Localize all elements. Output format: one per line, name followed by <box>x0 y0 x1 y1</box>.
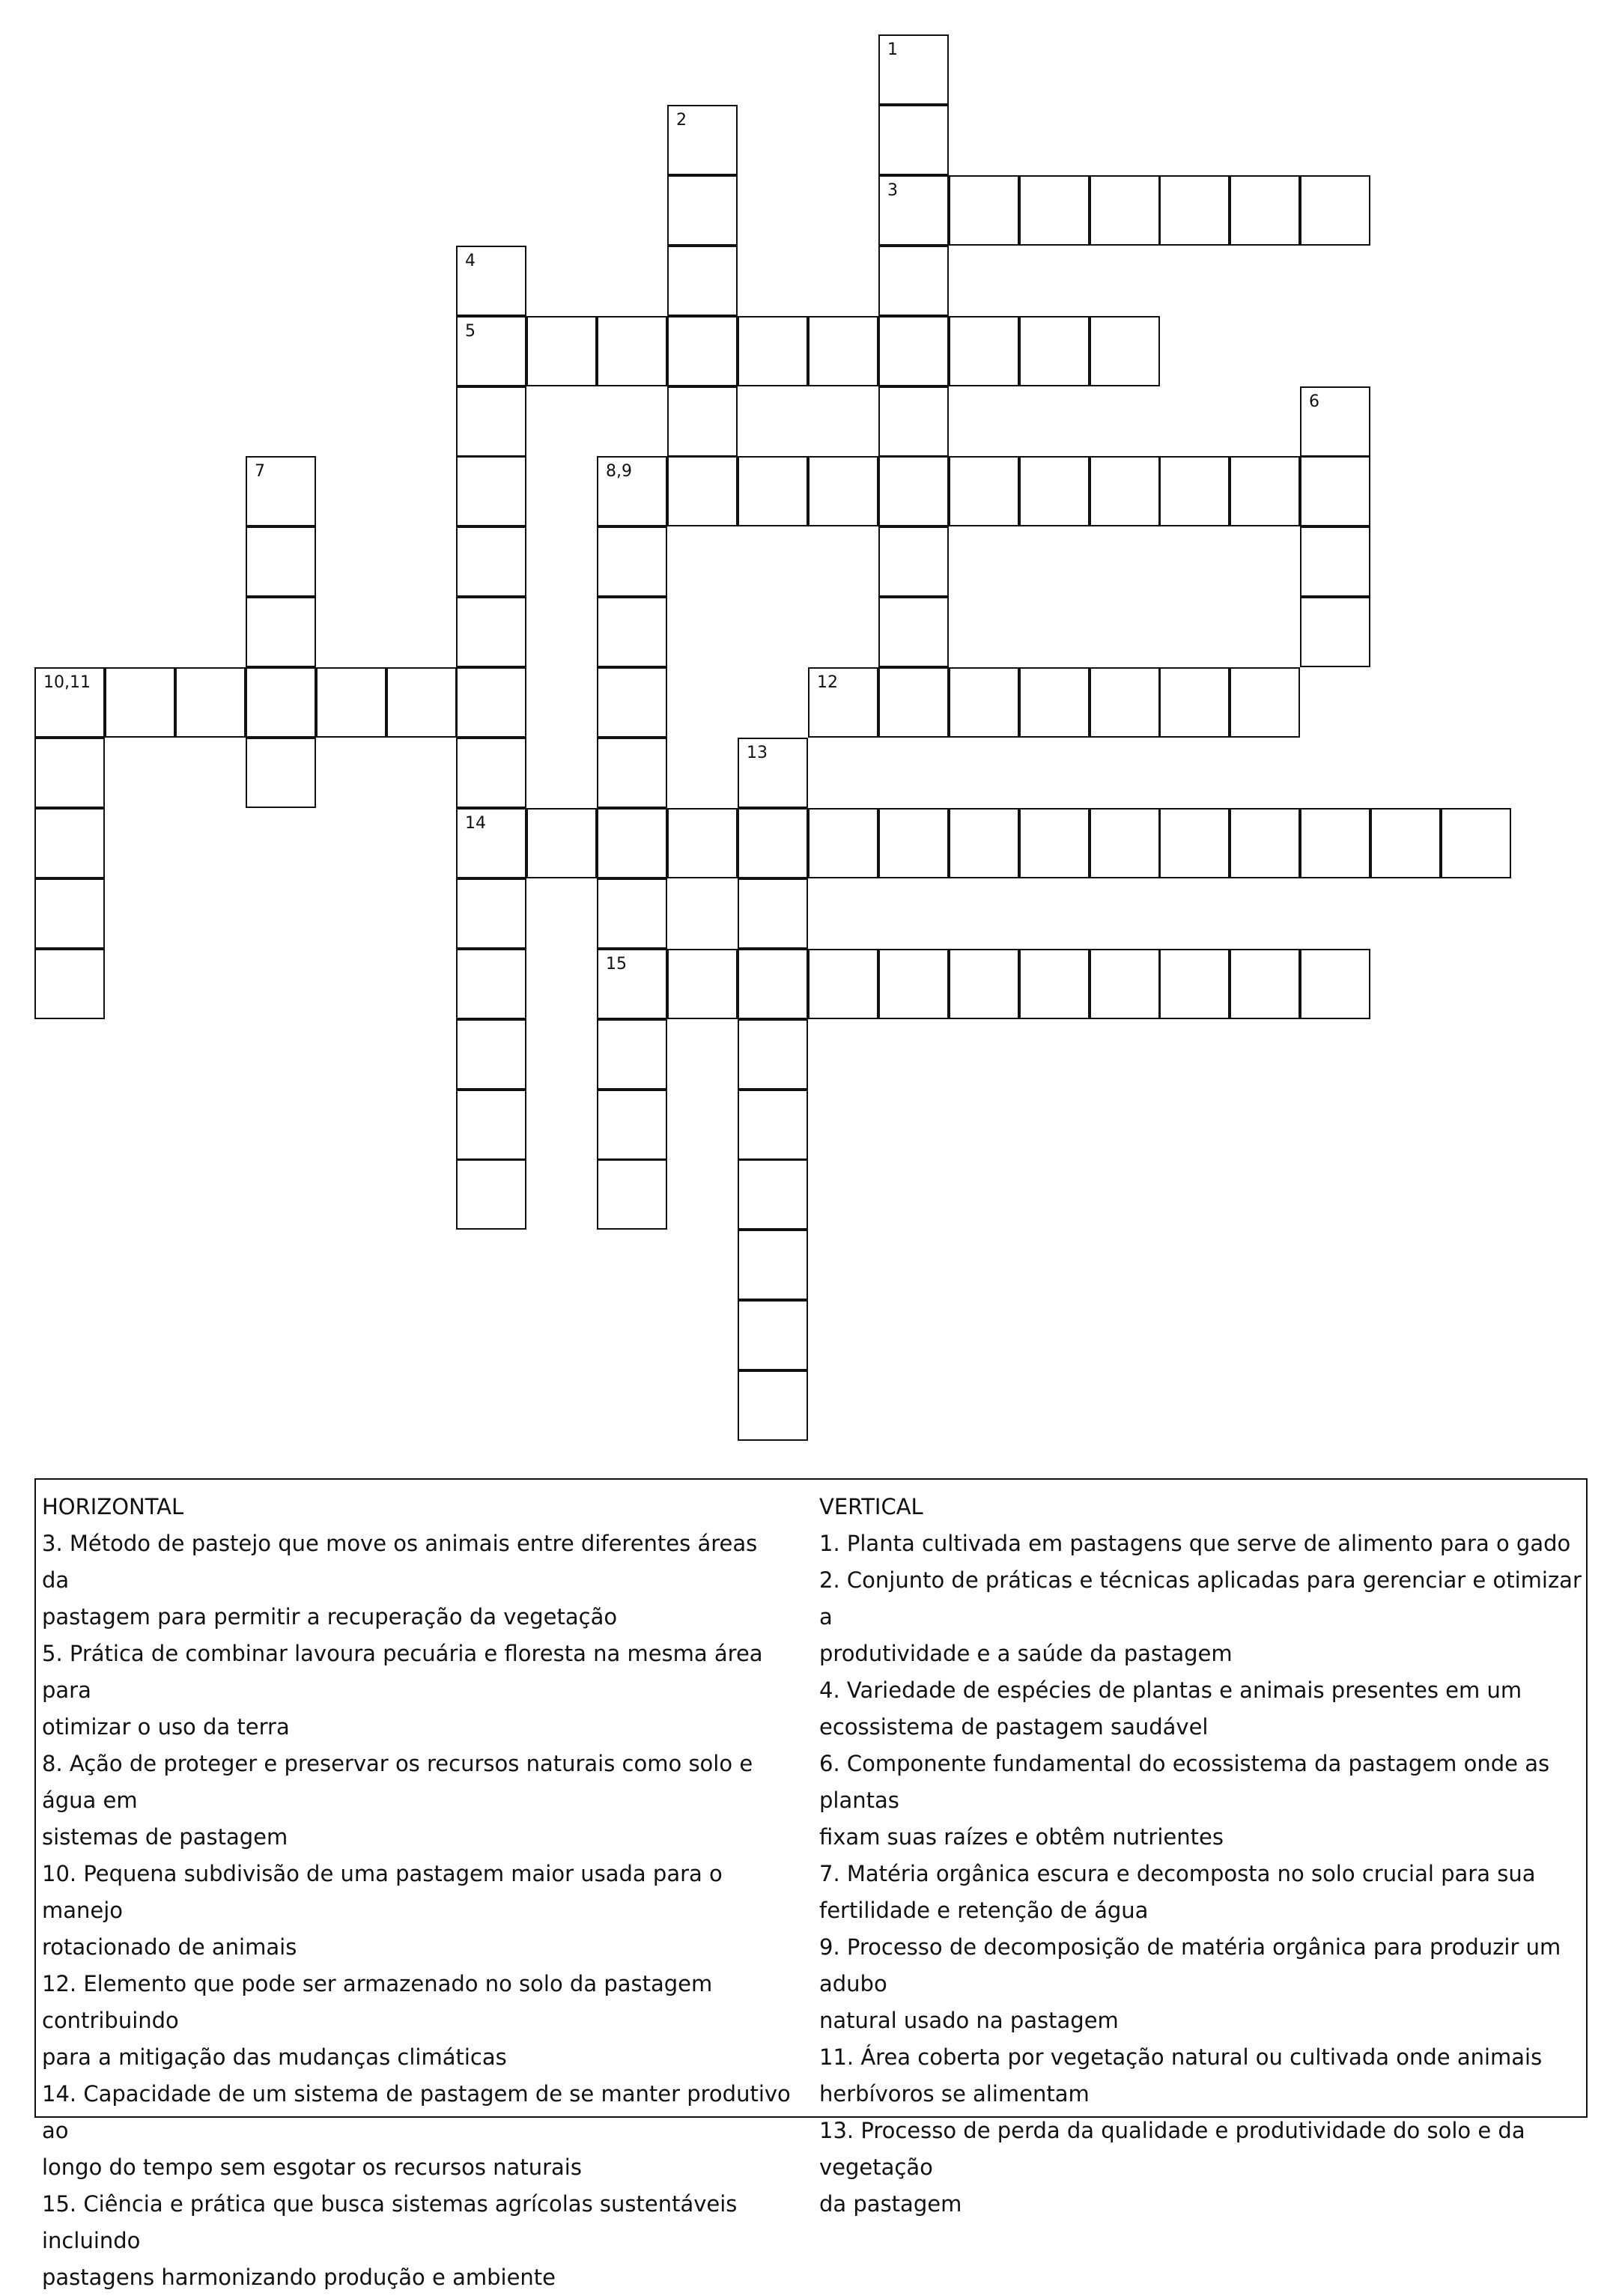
grid-cell[interactable] <box>1159 175 1230 246</box>
grid-cell[interactable] <box>34 878 105 949</box>
grid-cell[interactable] <box>1090 175 1160 246</box>
clue-number: 15 <box>606 955 627 974</box>
clue-line: fertilidade e retenção de água <box>819 1898 1149 1923</box>
grid-cell[interactable] <box>246 738 316 808</box>
grid-cell[interactable] <box>1019 316 1090 386</box>
clue-number: 8,9 <box>606 462 632 481</box>
grid-cell[interactable] <box>1019 456 1090 526</box>
clue-number: 5 <box>465 322 476 341</box>
clue-number: 1 <box>887 40 898 59</box>
grid-cell[interactable] <box>597 667 667 738</box>
grid-cell[interactable] <box>456 738 526 808</box>
grid-cell[interactable] <box>808 667 878 738</box>
grid-cell[interactable] <box>1230 949 1300 1019</box>
grid-cell[interactable] <box>597 1159 667 1230</box>
grid-cell[interactable] <box>597 808 667 878</box>
clue-line: 10. Pequena subdivisão de uma pastagem maior usada para o manejo <box>42 1861 723 1923</box>
grid-cell[interactable] <box>34 667 105 738</box>
grid-cell[interactable] <box>246 597 316 667</box>
grid-cell[interactable] <box>949 667 1019 738</box>
grid-cell[interactable] <box>1441 808 1511 878</box>
grid-cell[interactable] <box>1230 456 1300 526</box>
grid-cell[interactable] <box>738 1230 808 1300</box>
grid-cell[interactable] <box>246 456 316 526</box>
clues-box <box>34 1478 1588 2290</box>
clue-line: 5. Prática de combinar lavoura pecuária e floresta na mesma área para <box>42 1641 763 1703</box>
clue-number: 3 <box>887 181 898 200</box>
grid-cell[interactable] <box>808 316 878 386</box>
grid-cell[interactable] <box>456 878 526 949</box>
grid-cell[interactable] <box>386 667 457 738</box>
clue-line: 4. Variedade de espécies de plantas e animais presentes em um <box>819 1677 1522 1703</box>
grid-cell[interactable] <box>878 667 949 738</box>
grid-cell[interactable] <box>456 386 526 457</box>
grid-cell[interactable] <box>738 1300 808 1370</box>
clue-line: 12. Elemento que pode ser armazenado no solo da pastagem contribuindo <box>42 1971 713 2033</box>
grid-cell[interactable] <box>738 1019 808 1090</box>
clue-line: produtividade e a saúde da pastagem <box>819 1641 1233 1666</box>
grid-cell[interactable] <box>808 949 878 1019</box>
grid-cell[interactable] <box>738 738 808 808</box>
grid-cell[interactable] <box>456 526 526 597</box>
clue-line: 7. Matéria orgânica escura e decomposta no solo crucial para sua <box>819 1861 1536 1886</box>
grid-cell[interactable] <box>34 808 105 878</box>
grid-cell[interactable] <box>667 175 738 246</box>
grid-cell[interactable] <box>597 878 667 949</box>
clue-line: 1. Planta cultivada em pastagens que serve de alimento para o gado <box>819 1531 1571 1556</box>
grid-cell[interactable] <box>1230 175 1300 246</box>
grid-cell[interactable] <box>1090 667 1160 738</box>
grid-cell[interactable] <box>597 316 667 386</box>
grid-cell[interactable] <box>1159 949 1230 1019</box>
grid-cell[interactable] <box>456 808 526 878</box>
grid-cell[interactable] <box>597 526 667 597</box>
grid-cell[interactable] <box>667 456 738 526</box>
grid-cell[interactable] <box>597 456 667 526</box>
clue-line: 9. Processo de decomposição de matéria orgânica para produzir um adubo <box>819 1934 1561 1996</box>
grid-cell[interactable] <box>808 808 878 878</box>
grid-cell[interactable] <box>878 34 949 105</box>
clue-line: sistemas de pastagem <box>42 1824 288 1850</box>
clue-number: 4 <box>465 252 476 270</box>
grid-cell[interactable] <box>597 597 667 667</box>
grid-cell[interactable] <box>1300 526 1370 597</box>
grid-cell[interactable] <box>34 738 105 808</box>
clue-line: 14. Capacidade de um sistema de pastagem de se manter produtivo ao <box>42 2081 791 2143</box>
clue-line: herbívoros se alimentam <box>819 2081 1090 2107</box>
grid-cell[interactable] <box>597 949 667 1019</box>
grid-cell[interactable] <box>456 949 526 1019</box>
grid-cell[interactable] <box>1300 808 1370 878</box>
grid-cell[interactable] <box>316 667 386 738</box>
grid-cell[interactable] <box>1090 316 1160 386</box>
grid-cell[interactable] <box>738 1090 808 1160</box>
vertical-clues <box>819 1489 1583 2223</box>
grid-cell[interactable] <box>878 526 949 597</box>
grid-cell[interactable] <box>1300 386 1370 457</box>
grid-cell[interactable] <box>105 667 175 738</box>
grid-cell[interactable] <box>949 949 1019 1019</box>
clue-line: rotacionado de animais <box>42 1934 297 1960</box>
grid-cell[interactable] <box>738 456 808 526</box>
grid-cell[interactable] <box>667 808 738 878</box>
grid-cell[interactable] <box>1159 667 1230 738</box>
clue-line: 8. Ação de proteger e preservar os recursos naturais como solo e água em <box>42 1751 753 1813</box>
grid-cell[interactable] <box>878 456 949 526</box>
grid-cell[interactable] <box>738 878 808 949</box>
grid-cell[interactable] <box>667 246 738 316</box>
grid-cell[interactable] <box>878 949 949 1019</box>
grid-cell[interactable] <box>456 246 526 316</box>
grid-cell[interactable] <box>667 949 738 1019</box>
grid-cell[interactable] <box>878 386 949 457</box>
grid-cell[interactable] <box>949 175 1019 246</box>
grid-cell[interactable] <box>738 316 808 386</box>
clue-number: 12 <box>817 673 838 692</box>
grid-cell[interactable] <box>1159 456 1230 526</box>
clue-line: longo do tempo sem esgotar os recursos naturais <box>42 2154 582 2180</box>
clue-number: 7 <box>255 462 265 481</box>
grid-cell[interactable] <box>738 1370 808 1441</box>
grid-cell[interactable] <box>878 246 949 316</box>
grid-cell[interactable] <box>456 1159 526 1230</box>
grid-cell[interactable] <box>1090 456 1160 526</box>
grid-cell[interactable] <box>175 667 246 738</box>
grid-cell[interactable] <box>1019 667 1090 738</box>
vertical-heading: VERTICAL <box>819 1494 923 1519</box>
grid-cell[interactable] <box>456 1019 526 1090</box>
horizontal-heading: HORIZONTAL <box>42 1494 184 1519</box>
grid-cell[interactable] <box>456 597 526 667</box>
grid-cell[interactable] <box>456 667 526 738</box>
grid-cell[interactable] <box>1159 808 1230 878</box>
grid-cell[interactable] <box>456 456 526 526</box>
grid-cell[interactable] <box>878 597 949 667</box>
clue-line: otimizar o uso da terra <box>42 1714 290 1740</box>
clue-line: para a mitigação das mudanças climáticas <box>42 2044 507 2070</box>
grid-cell[interactable] <box>808 456 878 526</box>
grid-cell[interactable] <box>1090 949 1160 1019</box>
grid-cell[interactable] <box>456 1090 526 1160</box>
grid-cell[interactable] <box>34 949 105 1019</box>
clue-number: 13 <box>747 744 768 762</box>
clue-line: pastagens harmonizando produção e ambiente <box>42 2265 556 2290</box>
grid-cell[interactable] <box>878 105 949 175</box>
clue-line: 13. Processo de perda da qualidade e produtividade do solo e da vegetação <box>819 2118 1525 2180</box>
grid-cell[interactable] <box>738 808 808 878</box>
clue-line: 3. Método de pastejo que move os animais entre diferentes áreas da <box>42 1531 758 1593</box>
grid-cell[interactable] <box>1230 808 1300 878</box>
clue-line: pastagem para permitir a recuperação da vegetação <box>42 1604 618 1630</box>
grid-cell[interactable] <box>246 526 316 597</box>
grid-cell[interactable] <box>667 105 738 175</box>
grid-cell[interactable] <box>1019 175 1090 246</box>
grid-cell[interactable] <box>667 386 738 457</box>
grid-cell[interactable] <box>878 316 949 386</box>
grid-cell[interactable] <box>1300 597 1370 667</box>
grid-cell[interactable] <box>1300 456 1370 526</box>
clue-line: 11. Área coberta por vegetação natural ou cultivada onde animais <box>819 2044 1543 2070</box>
grid-cell[interactable] <box>1090 808 1160 878</box>
clue-line: fixam suas raízes e obtêm nutrientes <box>819 1824 1224 1850</box>
clue-line: natural usado na pastagem <box>819 2008 1119 2033</box>
grid-cell[interactable] <box>597 1090 667 1160</box>
clue-line: 15. Ciência e prática que busca sistemas agrícolas sustentáveis incluindo <box>42 2191 738 2253</box>
grid-cell[interactable] <box>1019 949 1090 1019</box>
clue-number: 14 <box>465 814 486 833</box>
clue-line: 6. Componente fundamental do ecossistema da pastagem onde as plantas <box>819 1751 1550 1813</box>
grid-cell[interactable] <box>1370 808 1441 878</box>
grid-cell[interactable] <box>1300 949 1370 1019</box>
grid-cell[interactable] <box>1230 667 1300 738</box>
grid-cell[interactable] <box>597 738 667 808</box>
grid-cell[interactable] <box>878 808 949 878</box>
grid-cell[interactable] <box>949 808 1019 878</box>
clue-line: 2. Conjunto de práticas e técnicas aplicadas para gerenciar e otimizar a <box>819 1567 1582 1630</box>
grid-cell[interactable] <box>738 949 808 1019</box>
grid-cell[interactable] <box>526 808 597 878</box>
grid-cell[interactable] <box>878 175 949 246</box>
clue-line: ecossistema de pastagem saudável <box>819 1714 1209 1740</box>
grid-cell[interactable] <box>456 316 526 386</box>
grid-cell[interactable] <box>526 316 597 386</box>
grid-cell[interactable] <box>1300 175 1370 246</box>
clue-number: 10,11 <box>43 673 91 692</box>
grid-cell[interactable] <box>949 316 1019 386</box>
grid-cell[interactable] <box>738 1159 808 1230</box>
clue-line: da pastagem <box>819 2191 962 2217</box>
horizontal-clues <box>42 1489 791 2296</box>
grid-cell[interactable] <box>597 1019 667 1090</box>
clue-number: 6 <box>1309 392 1319 411</box>
clue-number: 2 <box>676 111 687 130</box>
grid-cell[interactable] <box>949 456 1019 526</box>
grid-cell[interactable] <box>667 316 738 386</box>
grid-cell[interactable] <box>1019 808 1090 878</box>
grid-cell[interactable] <box>246 667 316 738</box>
